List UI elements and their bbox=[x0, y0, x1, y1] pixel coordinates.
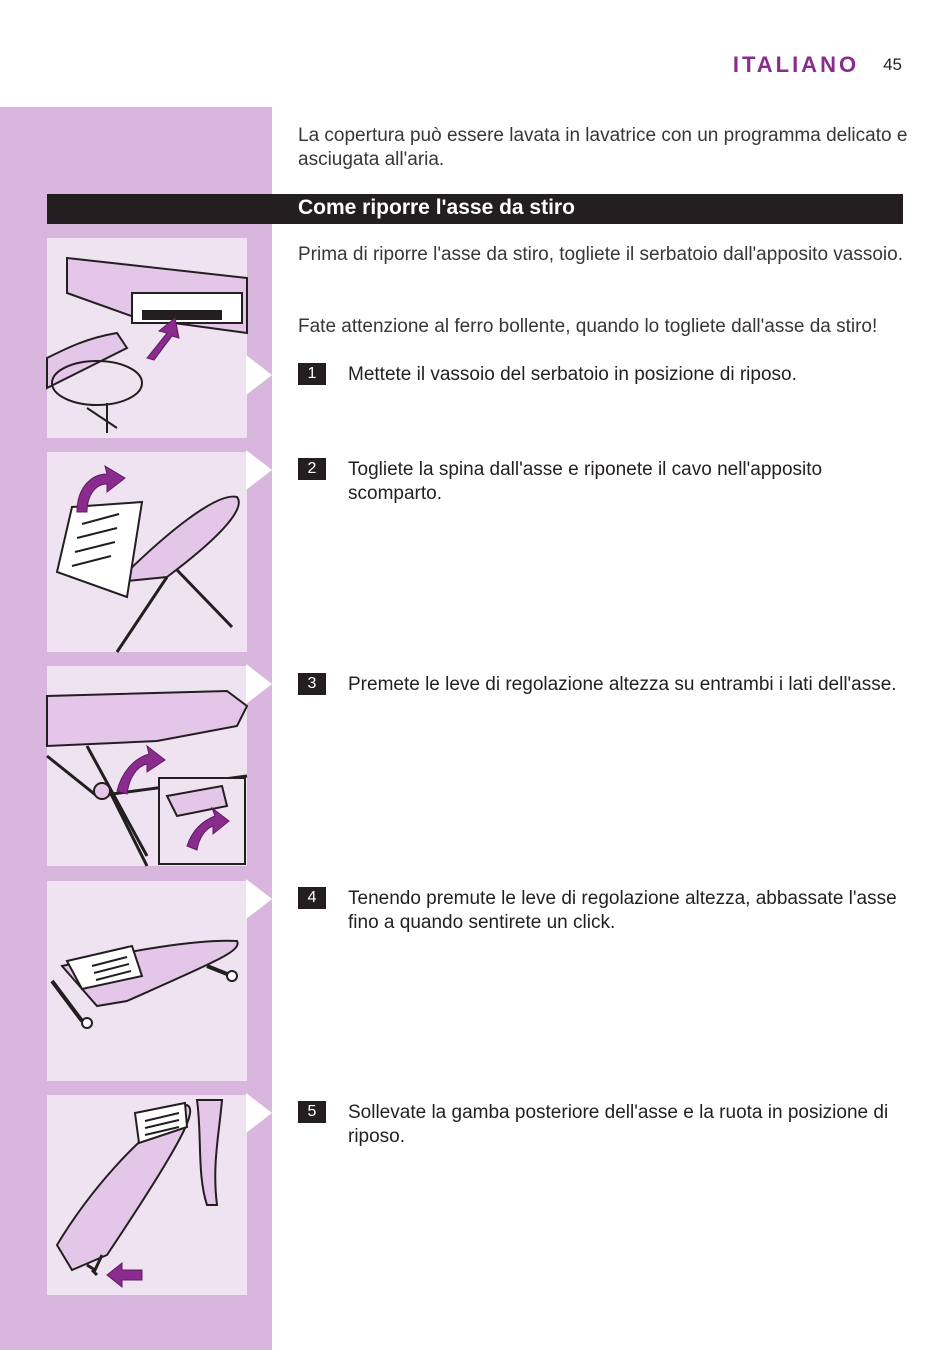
instruction-paragraph-1: Prima di riporre l'asse da stiro, togliete il serbatoio dall'apposito vassoio. bbox=[298, 244, 903, 265]
intro-paragraph: La copertura può essere lavata in lavatrice con un programma delicato e asciugata all'aria. bbox=[298, 125, 908, 170]
illustration-pointer-4 bbox=[246, 879, 272, 919]
cord-storage-illustration bbox=[47, 452, 247, 652]
step-number: 1 bbox=[298, 363, 326, 385]
illustration-pointer-3 bbox=[246, 664, 272, 704]
height-lever-illustration bbox=[47, 666, 247, 866]
section-title: Come riporre l'asse da stiro bbox=[298, 196, 575, 219]
page-header bbox=[733, 50, 902, 80]
illustration-pointer-1 bbox=[246, 355, 272, 395]
step-text: Togliete la spina dall'asse e riponete il cavo nell'apposito scomparto. bbox=[348, 459, 823, 504]
step-number: 2 bbox=[298, 458, 326, 480]
language-label: ITALIANO bbox=[732, 52, 860, 77]
tank-tray-illustration bbox=[47, 238, 247, 438]
step-number: 3 bbox=[298, 673, 326, 695]
section-heading-bar bbox=[47, 194, 903, 224]
step-text: Tenendo premute le leve di regolazione altezza, abbassate l'asse fino a quando sentirete un click. bbox=[348, 888, 897, 933]
illustration-pointer-2 bbox=[246, 450, 272, 490]
step-1 bbox=[298, 363, 908, 387]
rear-leg-illustration bbox=[47, 1095, 247, 1295]
step-3 bbox=[298, 673, 908, 697]
step-2 bbox=[298, 458, 908, 506]
step-text: Mettete il vassoio del serbatoio in posizione di riposo. bbox=[348, 364, 797, 385]
illustration-pointer-5 bbox=[246, 1093, 272, 1133]
step-text: Sollevate la gamba posteriore dell'asse e la ruota in posizione di riposo. bbox=[348, 1102, 889, 1147]
step-text: Premete le leve di regolazione altezza su entrambi i lati dell'asse. bbox=[348, 674, 897, 695]
step-number: 5 bbox=[298, 1101, 326, 1123]
step-number: 4 bbox=[298, 887, 326, 909]
warning-paragraph: Fate attenzione al ferro bollente, quando lo togliete dall'asse da stiro! bbox=[298, 316, 878, 337]
lower-board-illustration bbox=[47, 881, 247, 1081]
step-4 bbox=[298, 887, 908, 935]
step-5 bbox=[298, 1101, 908, 1149]
page-number: 45 bbox=[883, 55, 902, 74]
